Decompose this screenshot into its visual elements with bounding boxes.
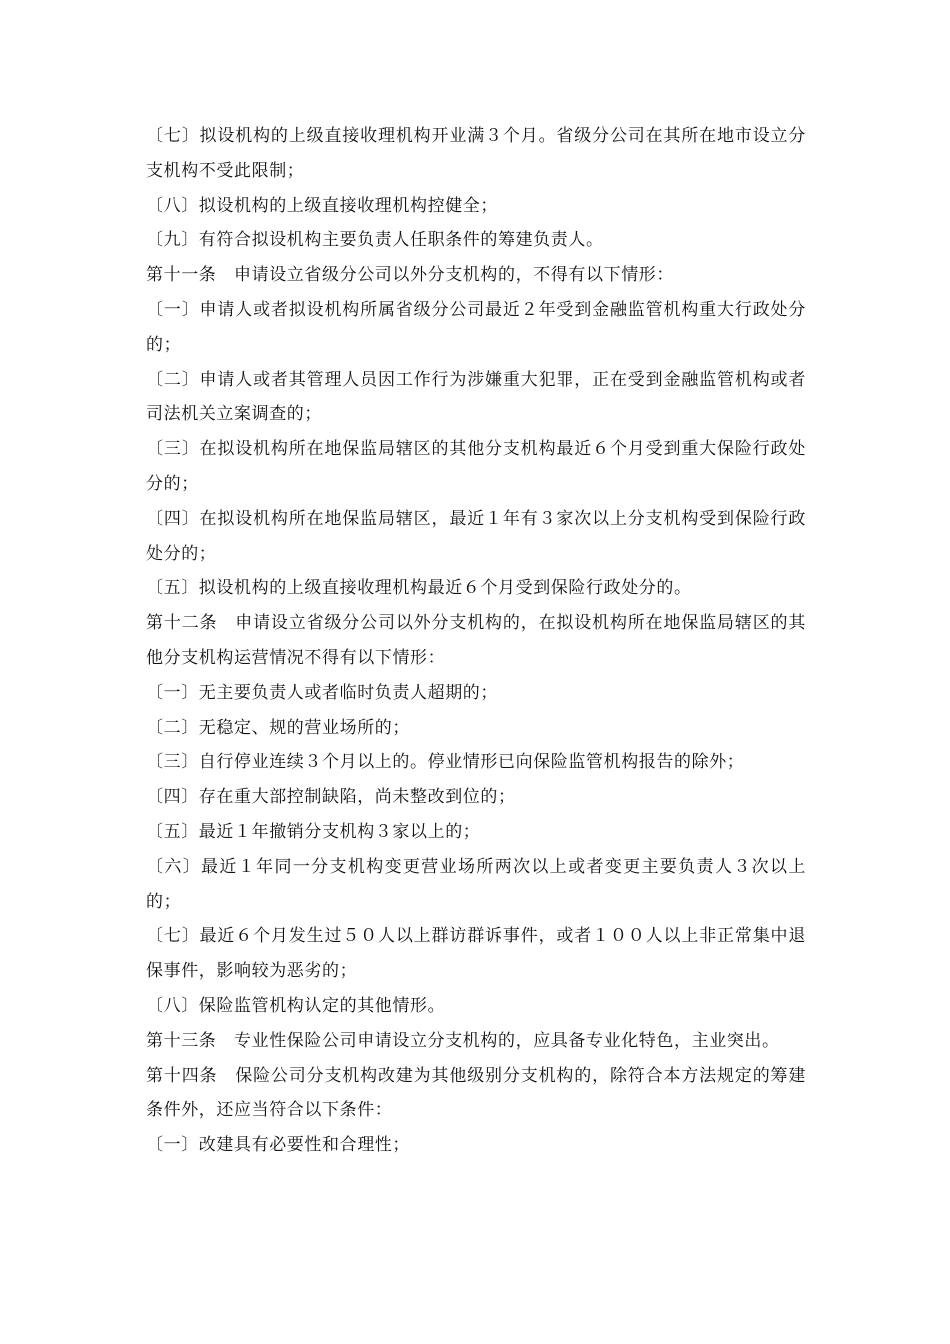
- article-13: 第十三条 专业性保险公司申请设立分支机构的，应具备专业化特色，主业突出。: [146, 1030, 780, 1051]
- paragraph-item-8: 〔八〕拟设机构的上级直接收理机构控健全；: [146, 195, 498, 216]
- article-12-item-3: 〔三〕自行停业连续３个月以上的。停业情形已向保险监管机构报告的除外；: [146, 752, 745, 773]
- article-11-item-1: 〔一〕申请人或者拟设机构所属省级分公司最近２年受到金融监管机构重大行政处分的；: [146, 299, 806, 355]
- article-12-item-2: 〔二〕无稳定、规的营业场所的；: [146, 717, 410, 738]
- article-12-item-5: 〔五〕最近１年撤销分支机构３家以上的；: [146, 821, 481, 842]
- article-14-heading: 第十四条 保险公司分支机构改建为其他级别分支机构的，除符合本方法规定的筹建条件外，还应当符合以下条件：: [146, 1065, 806, 1121]
- article-12-item-6: 〔六〕最近１年同一分支机构变更营业场所两次以上或者变更主要负责人３次以上的；: [146, 856, 806, 912]
- document-body: [146, 119, 806, 1163]
- paragraph-item-9: 〔九〕有符合拟设机构主要负责人任职条件的筹建负责人。: [146, 230, 604, 251]
- article-12-heading: 第十二条 申请设立省级分公司以外分支机构的，在拟设机构所在地保监局辖区的其他分支机构运营情况不得有以下情形：: [146, 613, 806, 668]
- article-14-item-1: 〔一〕改建具有必要性和合理性；: [146, 1135, 410, 1156]
- article-11-item-3: 〔三〕在拟设机构所在地保监局辖区的其他分支机构最近６个月受到重大保险行政处分的；: [146, 439, 806, 494]
- article-11-item-5: 〔五〕拟设机构的上级直接收理机构最近６个月受到保险行政处分的。: [146, 578, 692, 599]
- article-11-heading: 第十一条 申请设立省级分公司以外分支机构的，不得有以下情形：: [146, 265, 674, 286]
- paragraph-item-7: 〔七〕拟设机构的上级直接收理机构开业满３个月。省级分公司在其所在地市设立分支机构不受此限制；: [146, 126, 806, 181]
- article-11-item-2: 〔二〕申请人或者其管理人员因工作行为涉嫌重大犯罪，正在受到金融监管机构或者司法机关立案调查的；: [146, 369, 806, 425]
- article-12-item-4: 〔四〕存在重大部控制缺陷，尚未整改到位的；: [146, 787, 516, 808]
- article-12-item-7: 〔七〕最近６个月发生过５０人以上群访群诉事件，或者１００人以上非正常集中退保事件，影响较为恶劣的；: [146, 926, 806, 982]
- article-11-item-4: 〔四〕在拟设机构所在地保监局辖区，最近１年有３家次以上分支机构受到保险行政处分的；: [146, 508, 806, 564]
- article-12-item-8: 〔八〕保险监管机构认定的其他情形。: [146, 995, 446, 1016]
- article-12-item-1: 〔一〕无主要负责人或者临时负责人超期的；: [146, 682, 498, 703]
